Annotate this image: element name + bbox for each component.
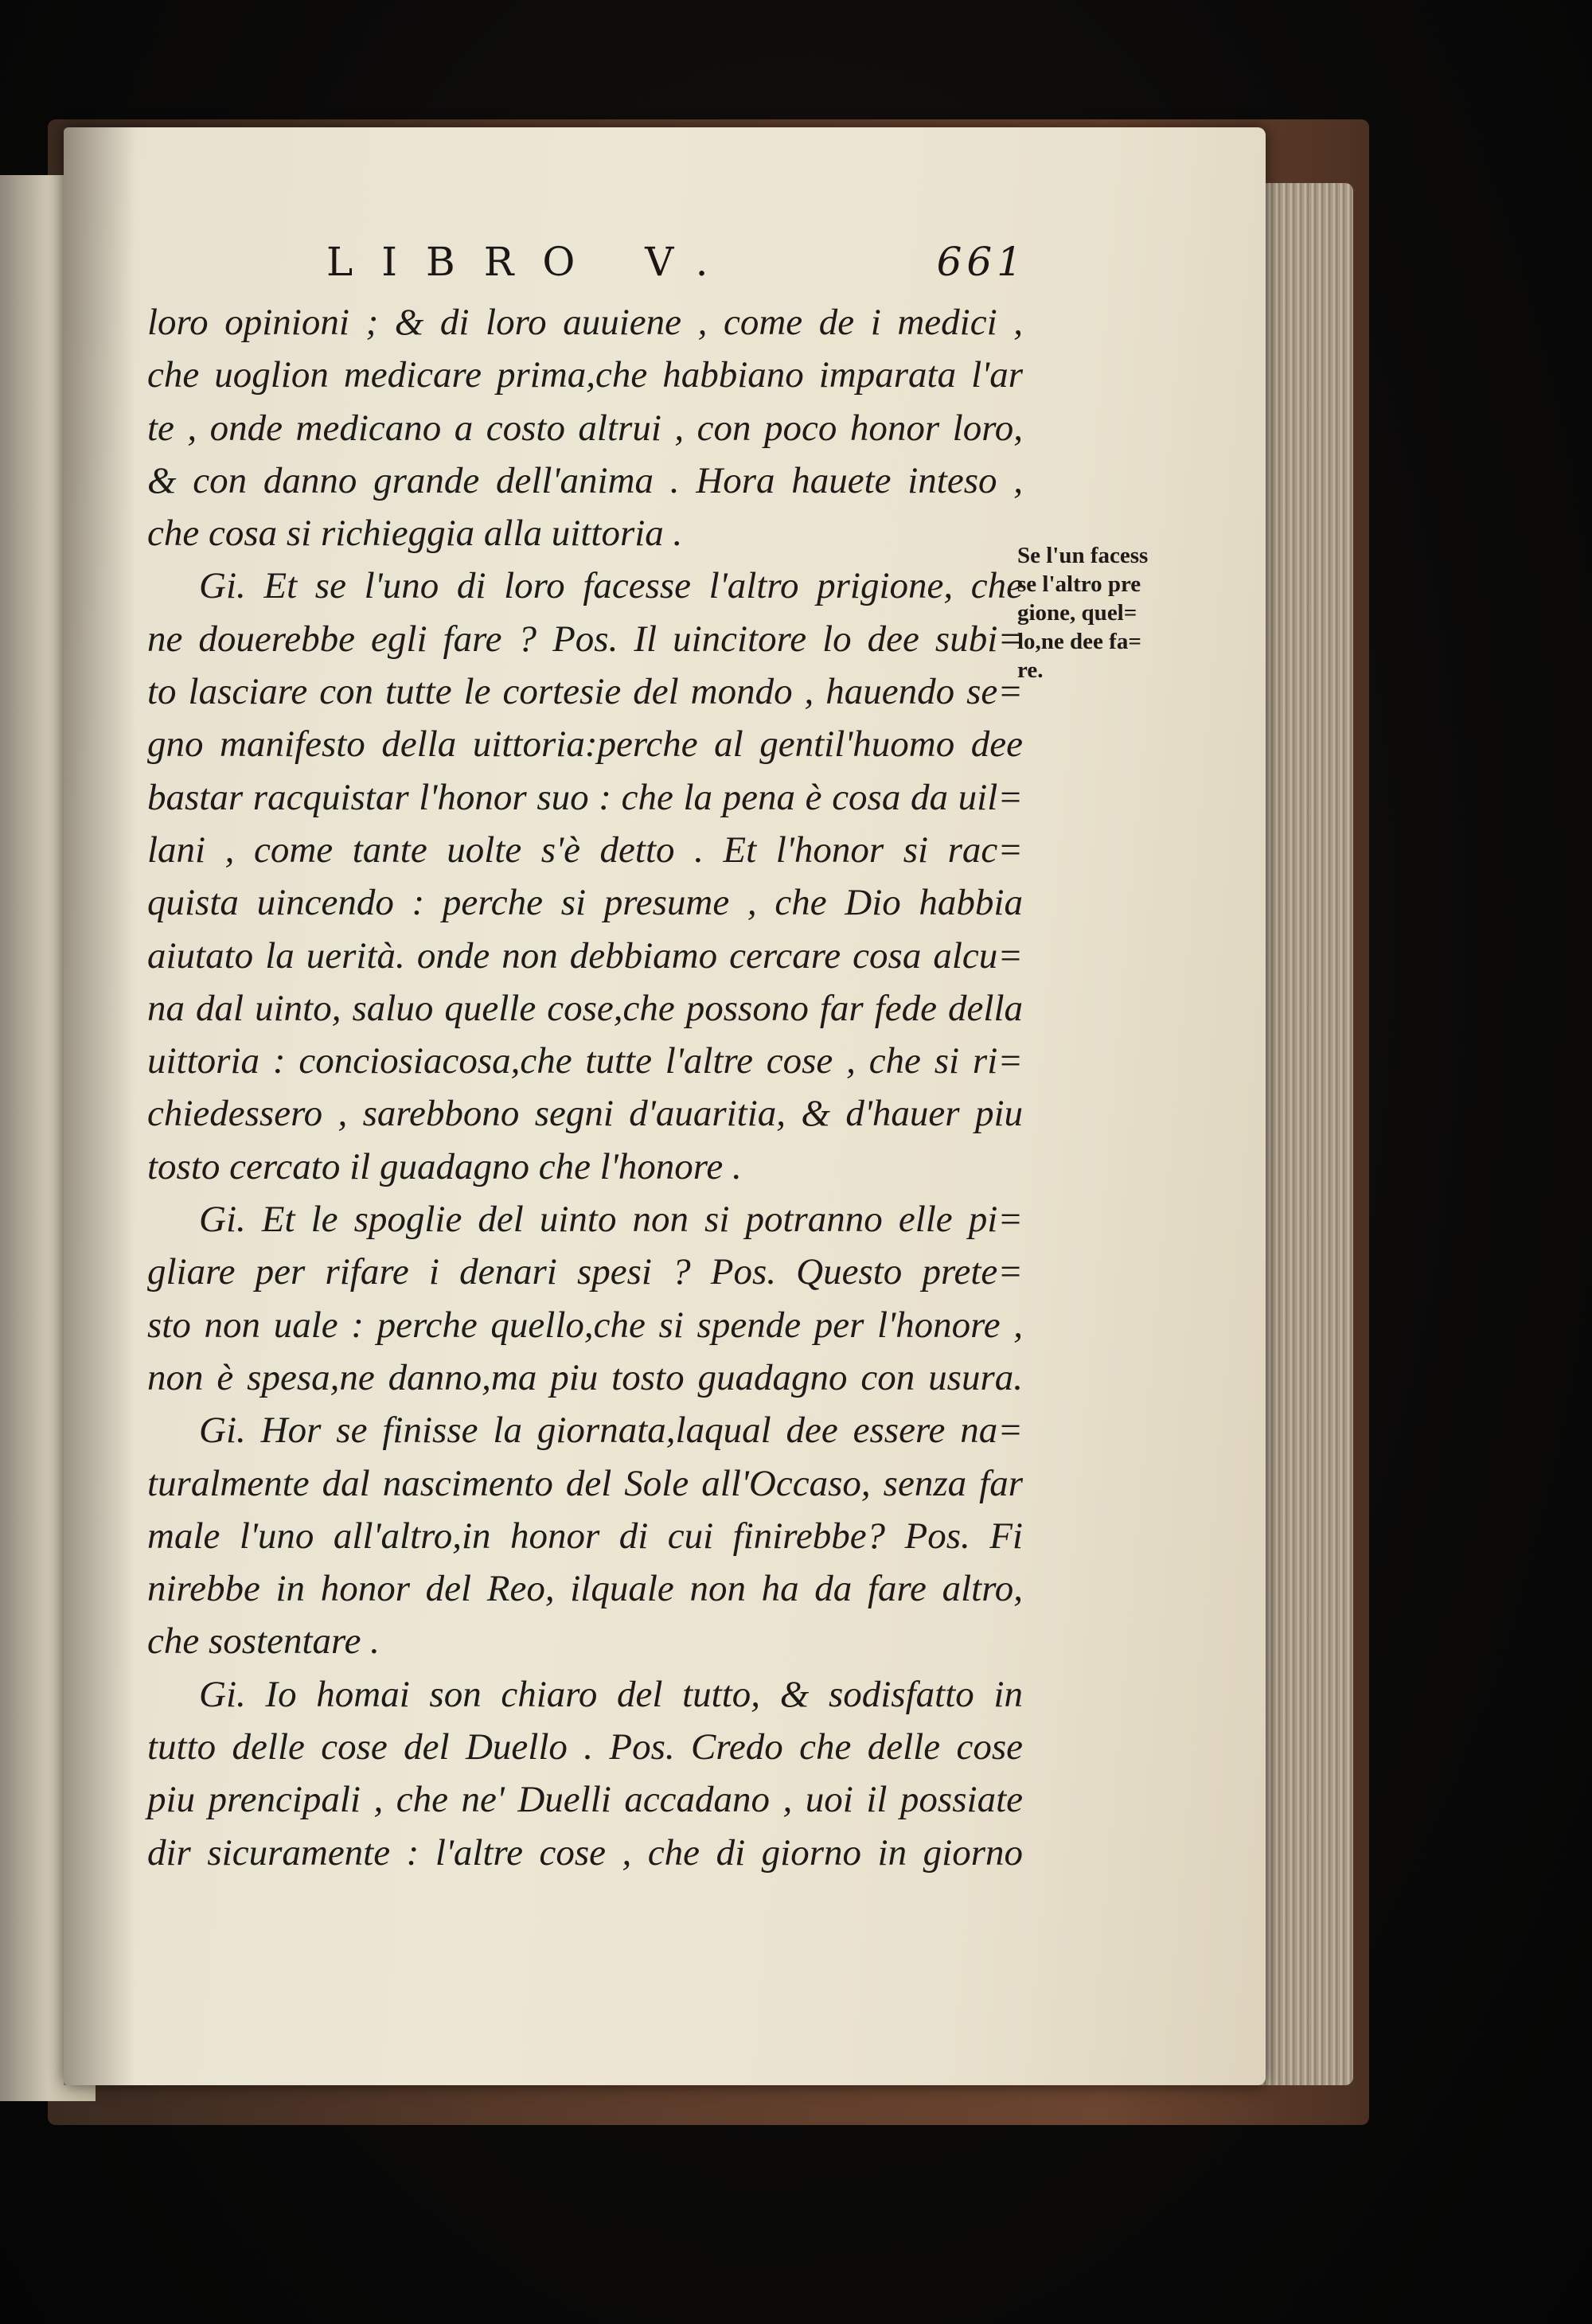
text-line: to lasciare con tutte le cortesie del mondo , hauendo se=	[147, 671, 1023, 713]
text-line: Gi. Et se l'uno di loro facesse l'altro prigione, che	[199, 565, 1023, 607]
body-text	[147, 296, 1023, 1879]
folio-number: 661	[936, 239, 1027, 285]
text-line: uittoria : conciosiacosa,che tutte l'altre cose , che si ri=	[147, 1040, 1023, 1082]
text-line: na dal uinto, saluo quelle cose,che possono far fede della	[147, 987, 1023, 1029]
text-line: nirebbe in honor del Reo, ilquale non ha da fare altro,	[147, 1568, 1023, 1610]
text-line: piu prencipali , che ne' Duelli accadano , uoi il possiate	[147, 1779, 1023, 1821]
margin-note-line: Se l'un facess	[1017, 543, 1149, 568]
margin-note-line: gione, quel=	[1017, 600, 1137, 626]
text-line: che sostentare .	[147, 1620, 380, 1663]
text-line: & con danno grande dell'anima . Hora hauete inteso ,	[147, 459, 1023, 501]
text-line: bastar racquistar l'honor suo : che la pena è cosa da uil=	[147, 776, 1023, 818]
margin-note-line: re.	[1017, 657, 1044, 683]
text-line: dir sicuramente : l'altre cose , che di giorno in giorno	[147, 1831, 1023, 1874]
text-line: Gi. Hor se finisse la giornata,laqual dee essere na=	[199, 1410, 1023, 1452]
text-line: lani , come tante uolte s'è detto . Et l'honor si rac=	[147, 829, 1023, 871]
text-line: che uoglion medicare prima,che habbiano imparata l'ar	[147, 354, 1023, 396]
text-line: turalmente dal nascimento del Sole all'Occaso, senza far	[147, 1462, 1023, 1504]
margin-note-line: se l'altro pre	[1017, 571, 1141, 597]
text-line: gliare per rifare i denari spesi ? Pos. Questo prete=	[147, 1251, 1023, 1293]
text-line: che cosa si richieggia alla uittoria .	[147, 513, 683, 555]
text-line: tosto cercato il guadagno che l'honore .	[147, 1145, 742, 1187]
text-line: tutto delle cose del Duello . Pos. Credo che delle cose	[147, 1726, 1023, 1768]
text-line: gno manifesto della uittoria:perche al gentil'huomo dee	[147, 723, 1023, 766]
gutter-shadow	[64, 127, 135, 2085]
running-title: LIBRO V.	[326, 239, 737, 285]
text-line: male l'uno all'altro,in honor di cui finirebbe? Pos. Fi	[147, 1515, 1023, 1557]
text-line: aiutato la uerità. onde non debbiamo cercare cosa alcu=	[147, 934, 1023, 977]
page-header	[326, 239, 1027, 294]
text-line: Gi. Et le spoglie del uinto non si potranno elle pi=	[199, 1199, 1023, 1241]
text-line: Gi. Io homai son chiaro del tutto, & sodisfatto in	[199, 1673, 1023, 1715]
text-line: chiedessero , sarebbono segni d'auaritia, & d'hauer piu	[147, 1093, 1023, 1135]
text-line: loro opinioni ; & di loro auuiene , come de i medici ,	[147, 302, 1023, 343]
margin-note	[1017, 541, 1200, 684]
text-line: non è spesa,ne danno,ma piu tosto guadagno con usura.	[147, 1356, 1023, 1398]
text-line: ne douerebbe egli fare ? Pos. Il uincitore lo dee subi=	[147, 618, 1023, 660]
text-line: te , onde medicano a costo altrui , con poco honor loro,	[147, 407, 1023, 449]
text-line: sto non uale : perche quello,che si spende per l'honore ,	[147, 1304, 1023, 1346]
margin-note-line: lo,ne dee fa=	[1017, 629, 1141, 654]
text-line: quista uincendo : perche si presume , che Dio habbia	[147, 882, 1023, 924]
